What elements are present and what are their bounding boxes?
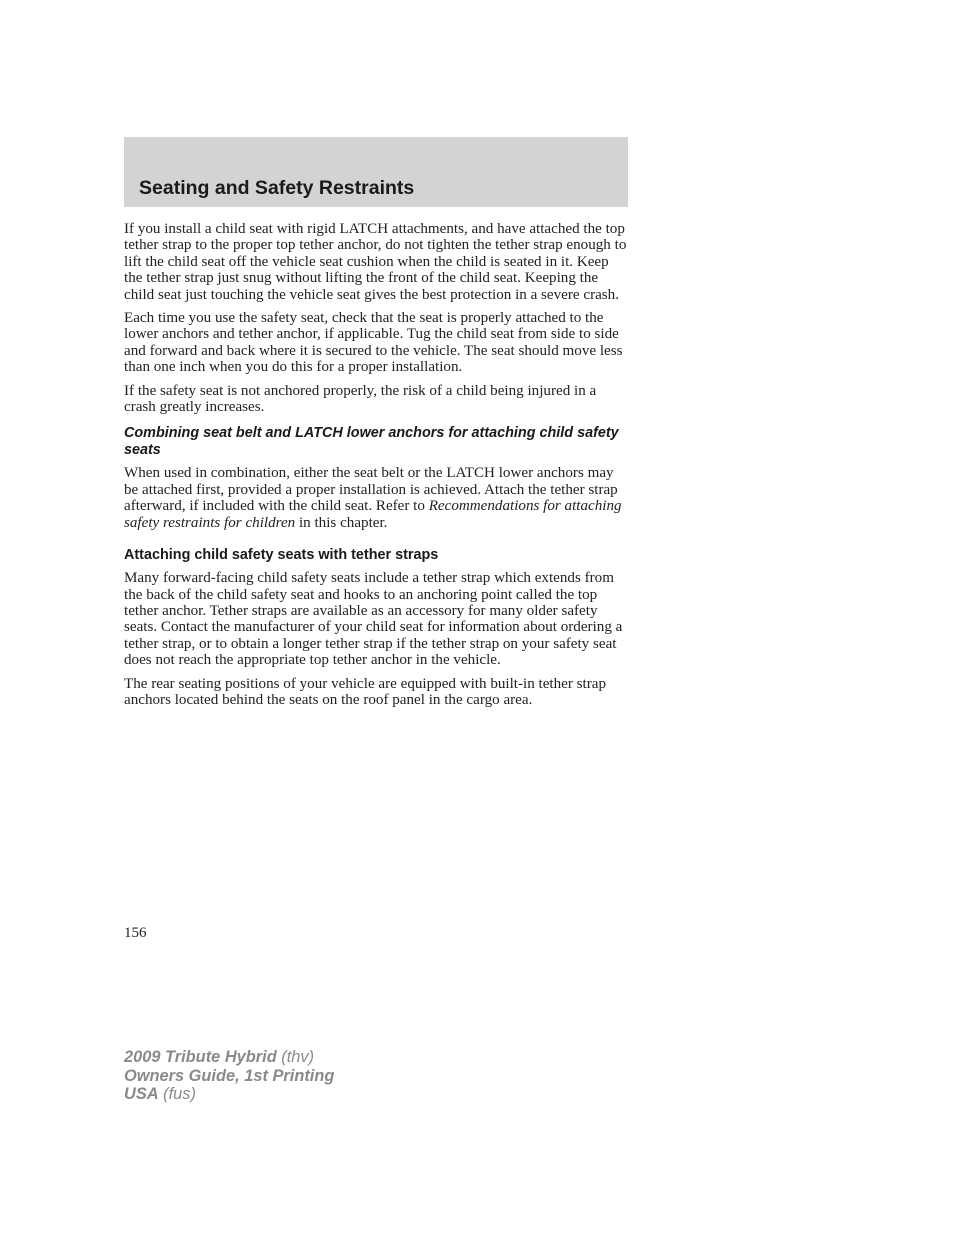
page-number: 156 [124,925,147,941]
footer-line-market [124,1085,334,1104]
paragraph-combination-text-end: in this chapter. [295,514,388,531]
footer-model-code: (thv) [276,1048,315,1066]
document-footer [124,1048,334,1104]
section-header-band [124,137,628,207]
section-title: Seating and Safety Restraints [139,177,415,199]
footer-market-name: USA [124,1085,159,1103]
footer-line-edition [124,1067,334,1086]
paragraph-anchoring-risk: If the safety seat is not anchored properly, the risk of a child being injured in a crash greatly increases. [124,382,597,416]
footer-model-name: 2009 Tribute Hybrid [124,1048,277,1066]
page-content [124,221,629,715]
heading-combining-seat-belt-latch: Combining seat belt and LATCH lower anchors for attaching child safety seats [124,425,619,459]
cross-reference-recommendations: Recommendations for attaching safety restraints for children [124,498,622,531]
paragraph-tether-strap-info: Many forward-facing child safety seats include a tether strap which extends from the back of the child safety seat and hooks to an anchoring point called the top tether anchor. Tether straps are available as an accessory for many older safety seats. Contact the manufacturer of your child seat for information about ordering a tether strap, or to obtain a longer tether strap if the tether strap on your safety seat does not reach the appropriate top tether anchor in the vehicle. [124,570,623,669]
footer-market-code: (fus) [158,1085,196,1103]
paragraph-combination-use [124,465,629,531]
paragraph-rear-seating-anchors: The rear seating positions of your vehicle are equipped with built-in tether strap anchors located behind the seats on the roof panel in the cargo area. [124,675,607,708]
heading-tether-straps: Attaching child safety seats with tether straps [124,547,439,564]
paragraph-latch-tether-tightening: If you install a child seat with rigid LATCH attachments, and have attached the top tether strap to the proper top tether anchor, do not tighten the tether strap enough to lift the child seat off the vehicle seat cushion when the child is seated in it. Keep the tether strap just snug without lifting the front of the child seat. Keeping the child seat just touching the vehicle seat gives the best protection in a severe crash. [124,221,627,303]
paragraph-check-installation: Each time you use the safety seat, check that the seat is properly attached to the lower anchors and tether anchor, if applicable. Tug the child seat from side to side and forward and back where it is secured to the vehicle. The seat should move less than one inch when you do this for a proper installation. [124,310,623,376]
paragraph-combination-text-start: When used in combination, either the seat belt or the LATCH lower anchors may be attached first, provided a proper installation is achieved. Attach the tether strap afterward, if included with the child seat. Refer to [124,465,618,515]
footer-edition: Owners Guide, 1st Printing [124,1066,335,1085]
footer-line-model [124,1048,334,1067]
